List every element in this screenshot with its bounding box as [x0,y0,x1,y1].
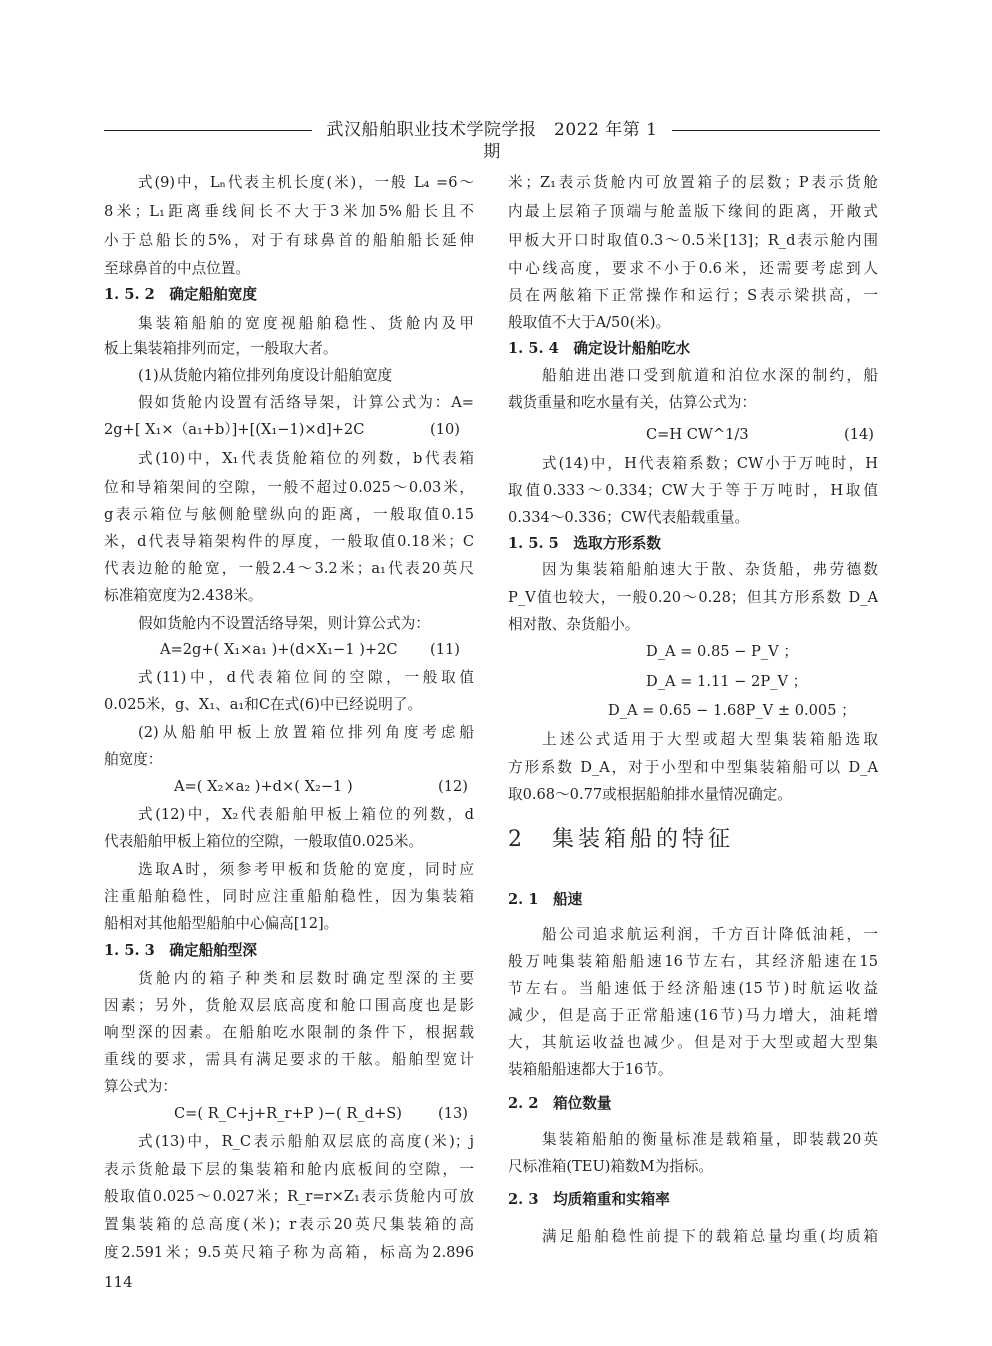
text-line: 装箱船船速都大于16节。 [508,1061,673,1078]
section-heading-1-5-2: 1. 5. 2 确定船舶宽度 [104,286,257,303]
text-line: 假如货舱内设置有活络导架，计算公式为：A= [138,394,474,411]
text-line: (1)从货舱内箱位排列角度设计船舶宽度 [138,367,393,384]
equation-number: (12) [438,778,468,795]
chapter-heading-2: 2 集装箱船的特征 [508,827,734,852]
section-heading-2-3: 2. 3 均质箱重和实箱率 [508,1191,670,1208]
text-line: 式(13)中，R_C表示船舶双层底的高度(米)；j [138,1133,474,1150]
text-line: 取值0.333～0.334；CW大于等于万吨时，H取值 [508,482,878,499]
equation-DA-2: D_A = 1.11 − 2P_V ； [646,673,808,690]
text-line: 小于总船长的5%，对于有球鼻首的船舶船长延伸 [104,232,474,249]
text-line: g表示箱位与舷侧舱壁纵向的距离，一般取值0.15 [104,506,474,523]
text-line: 置集装箱的总高度(米)；r表示20英尺集装箱的高 [104,1216,474,1233]
equation-12: A=( X₂×a₂ )+d×( X₂−1 ) (12) [104,774,474,800]
equation-DA-3: D_A = 0.65 − 1.68P_V ± 0.005 ； [608,702,856,719]
text-line: 减少，但是高于正常船速(16节)马力增大，油耗增 [508,1007,878,1024]
text-line: 船舶进出港口受到航道和泊位水深的制约，船 [542,367,878,384]
text-line: 取0.68～0.77或根据船舶排水量情况确定。 [508,786,792,803]
equation-11: A=2g+( X₁×a₁ )+(d×X₁−1 )+2C (11) [104,637,474,663]
text-line: 米，d代表导箱架构件的厚度，一般取值0.18米；C [104,533,474,550]
text-line: 方形系数 D_A，对于小型和中型集装箱船可以 D_A [508,759,878,776]
text-line: 0.025米，g、X₁、a₁和C在式(6)中已经说明了。 [104,696,423,713]
equation-14: C=H CW^1/3 (14) [508,422,878,448]
section-heading-1-5-4: 1. 5. 4 确定设计船舶吃水 [508,340,691,357]
text-line: 船公司追求航运利润，千方百计降低油耗，一 [542,926,878,943]
text-line: 重线的要求，需具有满足要求的干舷。船舶型宽计 [104,1051,474,1068]
text-line: 选取A时，须参考甲板和货舱的宽度，同时应 [138,861,474,878]
text-line: 甲板大开口时取值0.3～0.5米[13]；R_d表示舱内围 [508,232,878,249]
text-line: 板上集装箱排列而定，一般取大者。 [104,340,338,357]
text-line: 表示货舱最下层的集装箱和舱内底板间的空隙，一 [104,1161,474,1178]
text-line: 位和导箱架间的空隙，一般不超过0.025～0.03米， [104,479,474,496]
journal-header: 武汉船舶职业技术学院学报 2022 年第 1 期 [326,120,658,162]
text-line: 集装箱船舶的衡量标准是载箱量，即装载20英 [542,1131,878,1148]
text-line: 8米；L₁距离垂线间长不大于3米加5%船长且不 [104,203,474,220]
text-line: 员在两舷箱下正常操作和运行；S表示梁拱高，一 [508,287,878,304]
text-line: 相对散、杂货船小。 [508,616,640,633]
text-line: 货舱内的箱子种类和层数时确定型深的主要 [138,970,474,987]
section-heading-1-5-3: 1. 5. 3 确定船舶型深 [104,942,257,959]
text-line: 般取值不大于A/50(米)。 [508,314,671,331]
text-line: 中心线高度，要求不小于0.6米，还需要考虑到人 [508,260,878,277]
text-line: 算公式为： [104,1078,177,1095]
text-line: 代表船舶甲板上箱位的空隙，一般取值0.025米。 [104,833,424,850]
section-heading-2-1: 2. 1 船速 [508,891,583,908]
section-heading-2-2: 2. 2 箱位数量 [508,1095,612,1112]
equation-DA-1: D_A = 0.85 − P_V ； [646,643,798,660]
text-line: 满足船舶稳性前提下的载箱总量均重(均质箱 [542,1228,878,1245]
text-line: 响型深的因素。在船舶吃水限制的条件下，根据载 [104,1024,474,1041]
header-rule-left [104,130,312,131]
section-heading-1-5-5: 1. 5. 5 选取方形系数 [508,535,661,552]
text-line: 因素；另外，货舱双层底高度和舱口围高度也是影 [104,997,474,1014]
text-line: (2)从船舶甲板上放置箱位排列角度考虑船 [138,724,474,741]
header-rule-right [672,130,880,131]
text-line: 米；Z₁表示货舱内可放置箱子的层数；P表示货舱 [508,174,878,191]
text-line: 注重船舶稳性，同时应注重船舶稳性，因为集装箱 [104,888,474,905]
equation-number: (11) [430,641,460,658]
text-line: 载货重量和吃水量有关，估算公式为： [508,394,757,411]
text-line: 节左右。当船速低于经济船速(15节)时航运收益 [508,980,878,997]
text-line: 式(12)中，X₂代表船舶甲板上箱位的列数，d [138,806,474,823]
text-line: 式(11)中，d代表箱位间的空隙，一般取值 [138,669,474,686]
equation-number: (13) [438,1105,468,1122]
text-line: 因为集装箱船舶速大于散、杂货船，弗劳德数 [542,561,878,578]
text-line: 集装箱船舶的宽度视船舶稳性、货舱内及甲 [138,315,474,332]
text-line: 式(14)中，H代表箱系数；CW小于万吨时，H [542,455,878,472]
equation-number: (10) [430,421,460,438]
text-line: 0.334～0.336；CW代表船载重量。 [508,509,750,526]
text-line: 式(10)中，X₁代表货舱箱位的列数，b代表箱 [138,450,474,467]
text-line: 船相对其他船型船舶中心偏高[12]。 [104,915,339,932]
text-line: 般万吨集装箱船船速16节左右，其经济船速在15 [508,953,878,970]
text-line: 式(9)中，Lₙ代表主机长度(米)，一般 L₄ =6～ [138,174,474,191]
text-line: 内最上层箱子顶端与舱盖版下缘间的距离，开敞式 [508,203,878,220]
text-line: 度2.591米；9.5英尺箱子称为高箱，标高为2.896 [104,1244,474,1261]
equation-number: (14) [844,426,874,443]
text-line: 标准箱宽度为2.438米。 [104,587,263,604]
text-line: 代表边舱的舱宽，一般2.4～3.2米；a₁代表20英尺 [104,560,474,577]
text-line: 假如货舱内不设置活络导架，则计算公式为： [138,615,430,632]
text-line: 上述公式适用于大型或超大型集装箱船选取 [542,731,878,748]
equation-10: 2g+[ X₁×（a₁+b）]+[(X₁−1)×d]+2C (10) [104,417,474,443]
text-line: 般取值0.025～0.027米；R_r=r×Z₁表示货舱内可放 [104,1188,474,1205]
text-line: 尺标准箱(TEU)箱数M为指标。 [508,1158,713,1175]
text-line: 至球鼻首的中点位置。 [104,260,250,277]
text-line: 大，其航运收益也减少。但是对于大型或超大型集 [508,1034,878,1051]
page-number: 114 [104,1273,133,1291]
text-line: P_V值也较大，一般0.20～0.28；但其方形系数 D_A [508,589,878,606]
text-line: 舶宽度： [104,751,163,768]
equation-13: C=( R_C+j+R_r+P )−( R_d+S) (13) [104,1101,474,1127]
